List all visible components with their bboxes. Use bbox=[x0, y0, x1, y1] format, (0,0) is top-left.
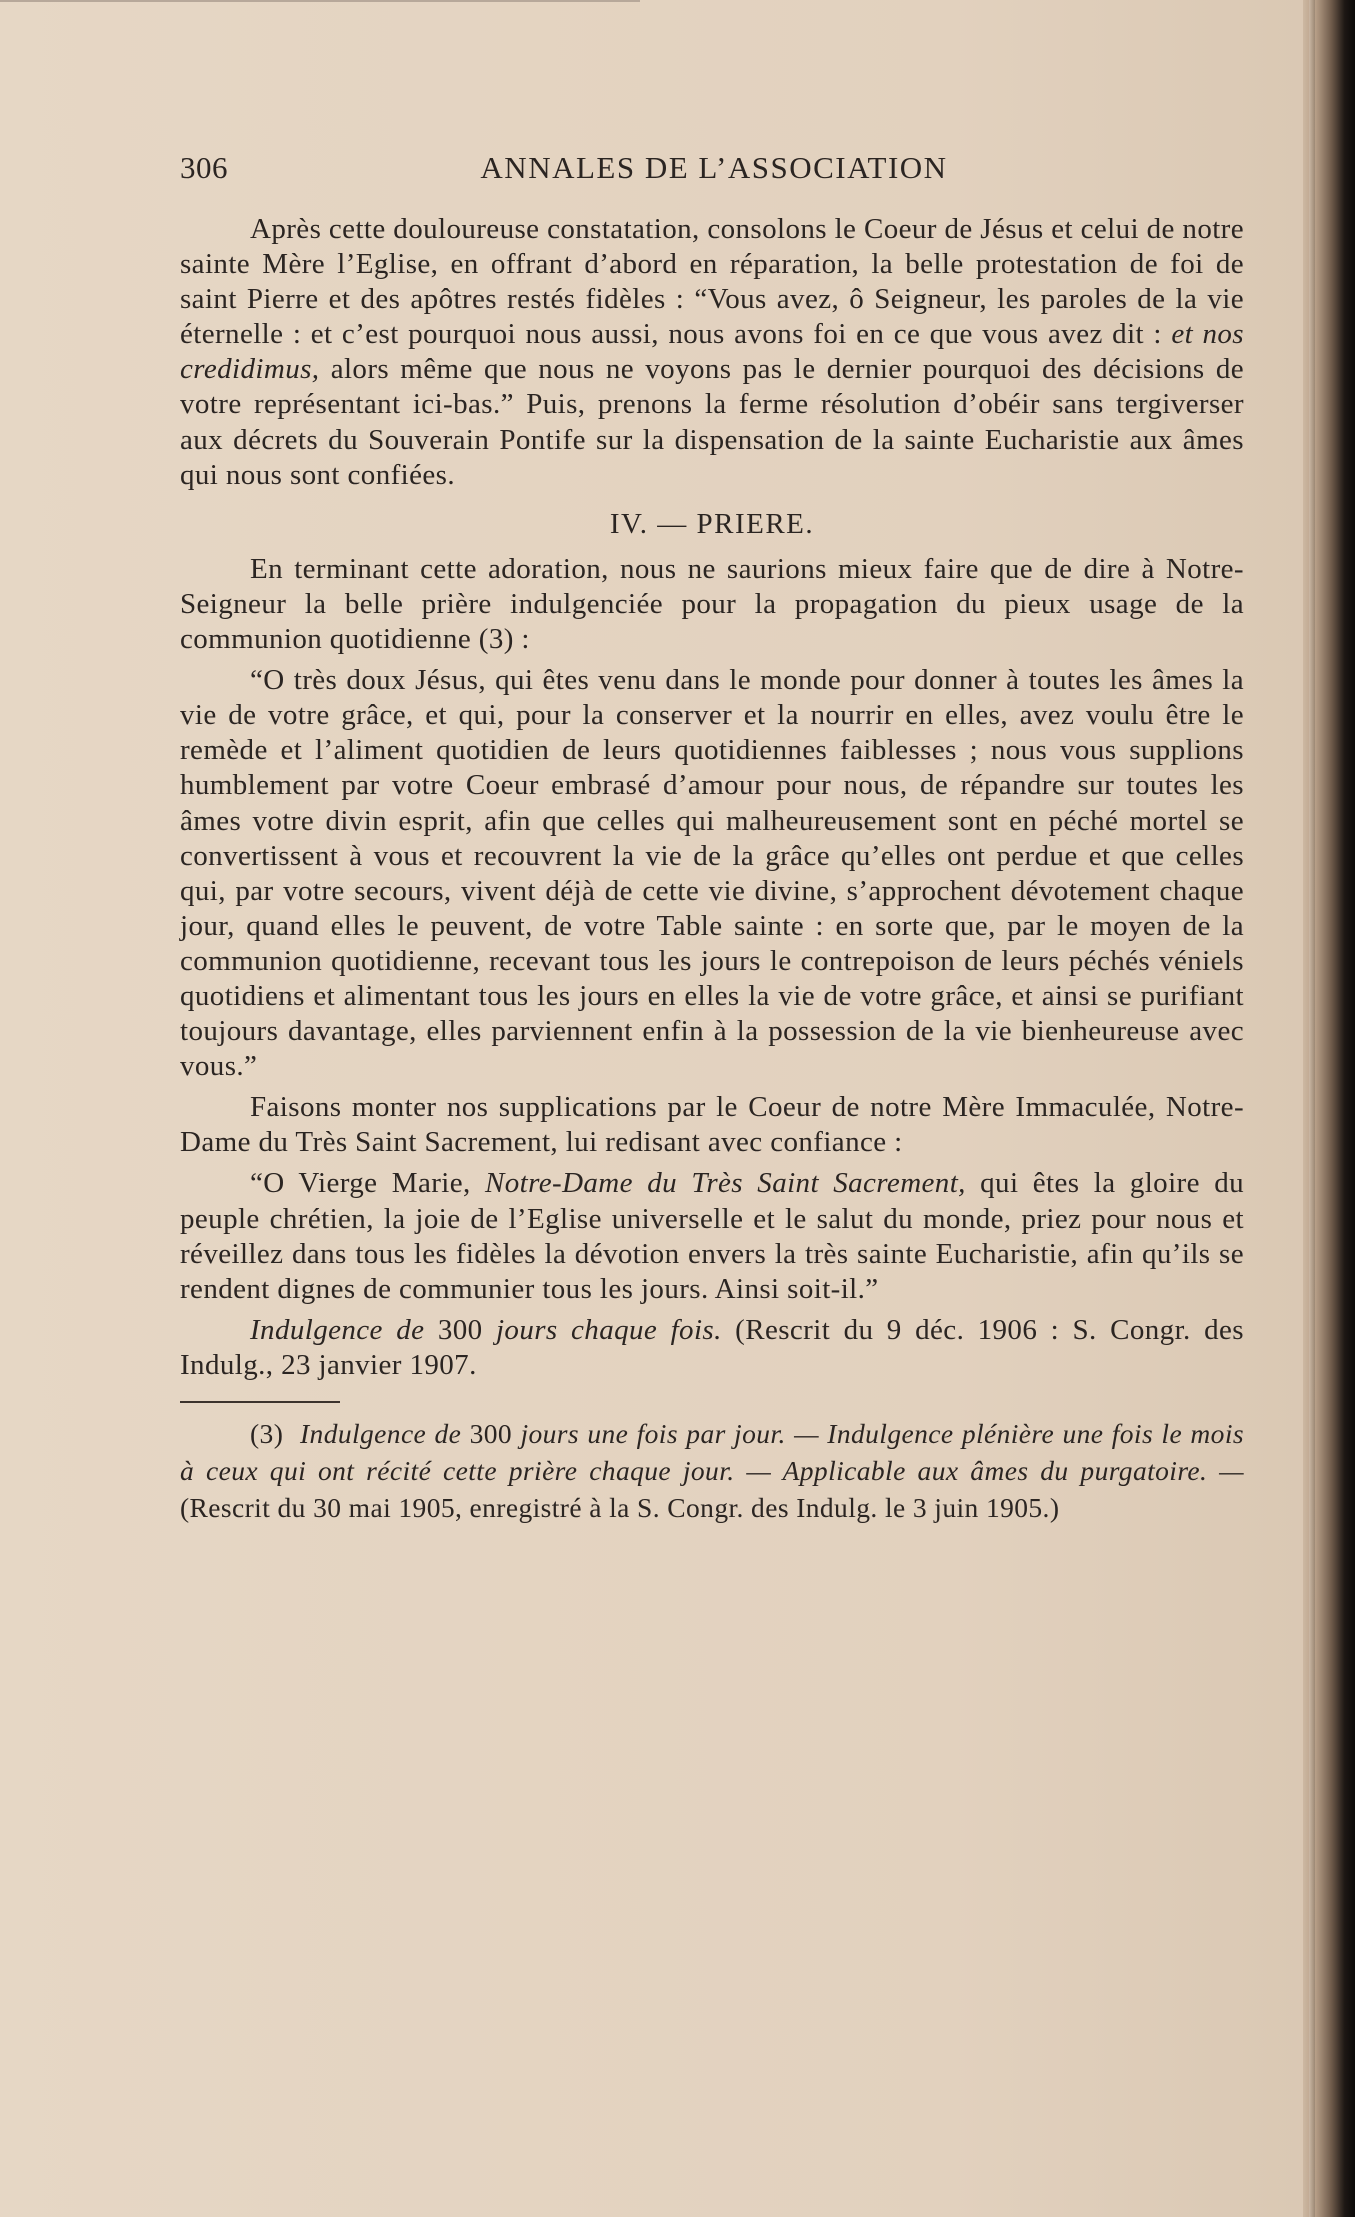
paragraph-3-prayer: “O très doux Jésus, qui êtes venu dans le monde pour donner à toutes les âmes la vie de votre grâce, et qui, pour la conserver et la nourrir en elles, avez voulu être le remède et l’aliment quotidien de leurs quotidiennes faiblesses ; nous vous supplions humblement par votre Coeur embrasé d’amour pour nous, de répandre sur toutes les âmes votre divin esprit, afin que celles qui malheureusement sont en péché mortel se convertissent à vous et recouvrent la vie de la grâce qu’elles ont perdue et que celles qui, par votre secours, vivent déjà de cette vie divine, s’approchent dévotement chaque jour, quand elles le peuvent, de votre Table sainte : en sorte que, par le moyen de la communion quotidienne, recevant tous les jours le contrepoison de leurs péchés véniels quotidiens et alimentant tous les jours en elles la vie de votre grâce, et ainsi se purifiant toujours davantage, elles parviennent enfin à la possession de la vie bienheureuse avec vous.” bbox=[180, 664, 1244, 1083]
footnote-marker: (3) bbox=[250, 1418, 284, 1449]
footnote bbox=[180, 1415, 1244, 1526]
footnote-rescript: (Rescrit du 30 mai 1905, enregistré à la S. Congr. des Indulg. le 3 juin 1905.) bbox=[180, 1492, 1060, 1523]
paragraph-5-rest: qui êtes la gloire du peuple chrétien, la joie de l’Eglise universelle et le salut du monde, priez pour nous et réveillez dans tous les fidèles la dévotion envers la très sainte Eucharistie, afin qu’ils se rendent dignes de communier tous les jours. Ainsi soit-il.” bbox=[180, 1167, 1244, 1305]
page-number: 306 bbox=[180, 150, 228, 185]
footnote-italic-b: jours une fois par jour. — Indulgence plénière une fois le mois à ceux qui ont récité cette prière chaque jour. — Applicable aux âmes du purgatoire. — bbox=[180, 1418, 1244, 1486]
running-title: ANNALES DE L’ASSOCIATION bbox=[480, 150, 948, 185]
indulgence-italic-b: jours chaque fois. bbox=[495, 1313, 722, 1346]
footnote-italic-a: Indulgence de bbox=[299, 1418, 462, 1449]
paragraph-4: Faisons monter nos supplications par le Coeur de notre Mère Immaculée, Notre-Dame du Très Saint Sacrement, lui redisant avec confiance : bbox=[180, 1091, 1244, 1159]
paragraph-2: En terminant cette adoration, nous ne saurions mieux faire que de dire à Notre-Seigneur la belle prière indulgenciée pour la propagation du pieux usage de la communion quotidienne (3) : bbox=[180, 552, 1244, 656]
indulgence-italic-a: Indulgence de bbox=[250, 1313, 425, 1346]
footnote-days: 300 bbox=[469, 1418, 513, 1449]
body-text bbox=[180, 212, 1244, 1526]
paragraph-1-rest: alors même que nous ne voyons pas le dernier pourquoi des décisions de votre représentant ici-bas.” Puis, prenons la ferme résolution d’obéir sans tergiverser aux décrets du Souverain Pontife sur la dispensation de la sainte Eucharistie aux âmes qui nous sont confiées. bbox=[180, 353, 1244, 491]
paragraph-5-italic: Notre-Dame du Très Saint Sacrement, bbox=[485, 1167, 966, 1200]
footnote-rule bbox=[180, 1401, 340, 1403]
page-header bbox=[180, 150, 1248, 190]
paragraph-5-start: “O Vierge Marie, bbox=[250, 1167, 471, 1200]
paragraph-1 bbox=[180, 212, 1244, 493]
indulgence-days: 300 bbox=[437, 1313, 483, 1346]
binding-edge bbox=[1309, 0, 1315, 2217]
section-heading: IV. — PRIERE. bbox=[609, 507, 815, 540]
paragraph-1-italic: et nos credidimus, bbox=[180, 318, 1244, 386]
paragraph-5-prayer bbox=[180, 1166, 1244, 1306]
indulgence-rescript: (Rescrit du 9 déc. 1906 : S. Congr. des Indulg., 23 janvier 1907. bbox=[180, 1313, 1244, 1381]
paragraph-1-text: Après cette douloureuse constatation, consolons le Coeur de Jésus et celui de notre sainte Mère l’Eglise, en offrant d’abord en réparation, la belle protestation de foi de saint Pierre et des apôtres restés fidèles : “Vous avez, ô Seigneur, les paroles de la vie éternelle : et c’est pourquoi nous aussi, nous avons foi en ce que vous avez dit : bbox=[180, 213, 1244, 351]
paragraph-6-indulgence bbox=[180, 1313, 1244, 1383]
top-rule bbox=[0, 0, 640, 2]
